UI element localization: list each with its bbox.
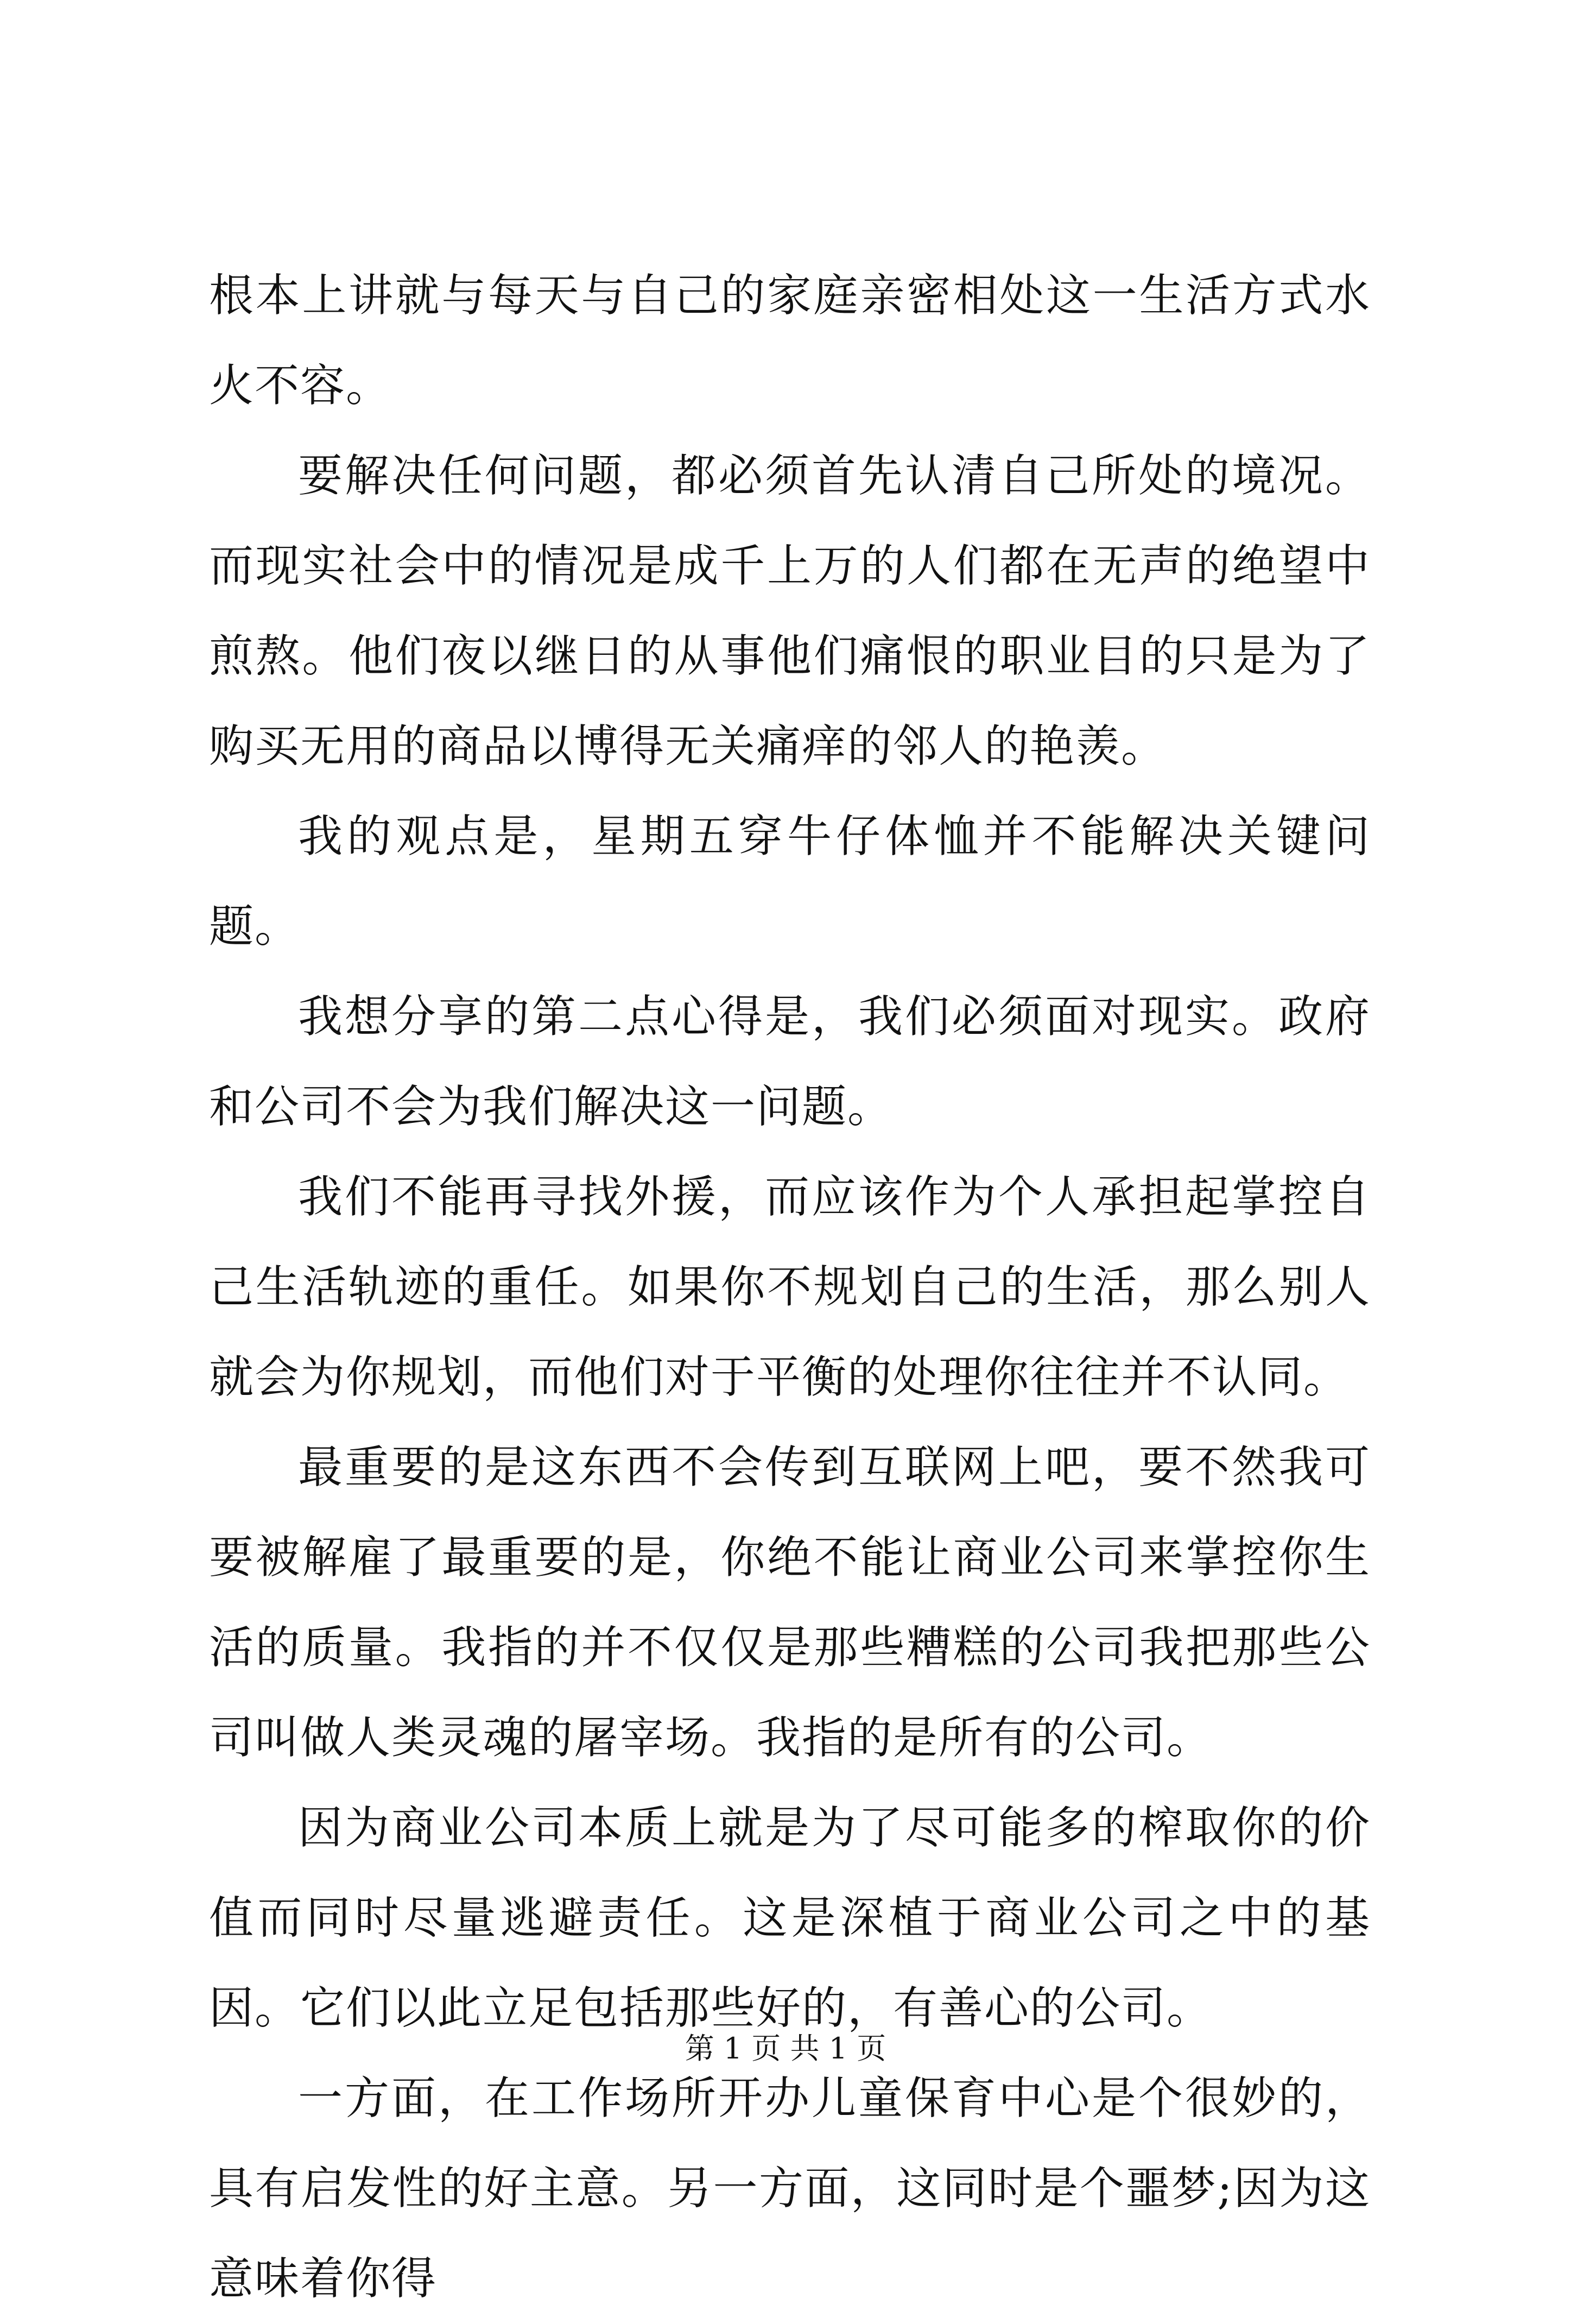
paragraph-2: 要解决任何问题，都必须首先认清自己所处的境况。而现实社会中的情况是成千上万的人们都在无声的绝望中煎熬。他们夜以继日的从事他们痛恨的职业目的只是为了购买无用的商品以博得无关痛痒的邻人的艳羡。 xyxy=(209,450,1371,772)
page-footer: 第 1 页 共 1 页 xyxy=(685,2031,886,2066)
paragraph-1: 根本上讲就与每天与自己的家庭亲密相处这一生活方式水火不容。 xyxy=(209,270,1371,412)
paragraph-8: 一方面，在工作场所开办儿童保育中心是个很妙的，具有启发性的好主意。另一方面，这同时是个噩梦;因为这意味着你得 xyxy=(209,2073,1371,2304)
document-body xyxy=(209,251,1371,2324)
paragraph-6: 最重要的是这东西不会传到互联网上吧，要不然我可要被解雇了最重要的是，你绝不能让商业公司来掌控你生活的质量。我指的并不仅仅是那些糟糕的公司我把那些公司叫做人类灵魂的屠宰场。我指的是所有的公司。 xyxy=(209,1442,1371,1764)
paragraph-7: 因为商业公司本质上就是为了尽可能多的榨取你的价值而同时尽量逃避责任。这是深植于商业公司之中的基因。它们以此立足包括那些好的，有善心的公司。 xyxy=(209,1802,1371,2034)
paragraph-3: 我的观点是，星期五穿牛仔体恤并不能解决关键问题。 xyxy=(209,811,1371,952)
paragraph-5: 我们不能再寻找外援，而应该作为个人承担起掌控自己生活轨迹的重任。如果你不规划自己的生活，那么别人就会为你规划，而他们对于平衡的处理你往往并不认同。 xyxy=(209,1171,1371,1403)
paragraph-4: 我想分享的第二点心得是，我们必须面对现实。政府和公司不会为我们解决这一问题。 xyxy=(209,991,1371,1133)
